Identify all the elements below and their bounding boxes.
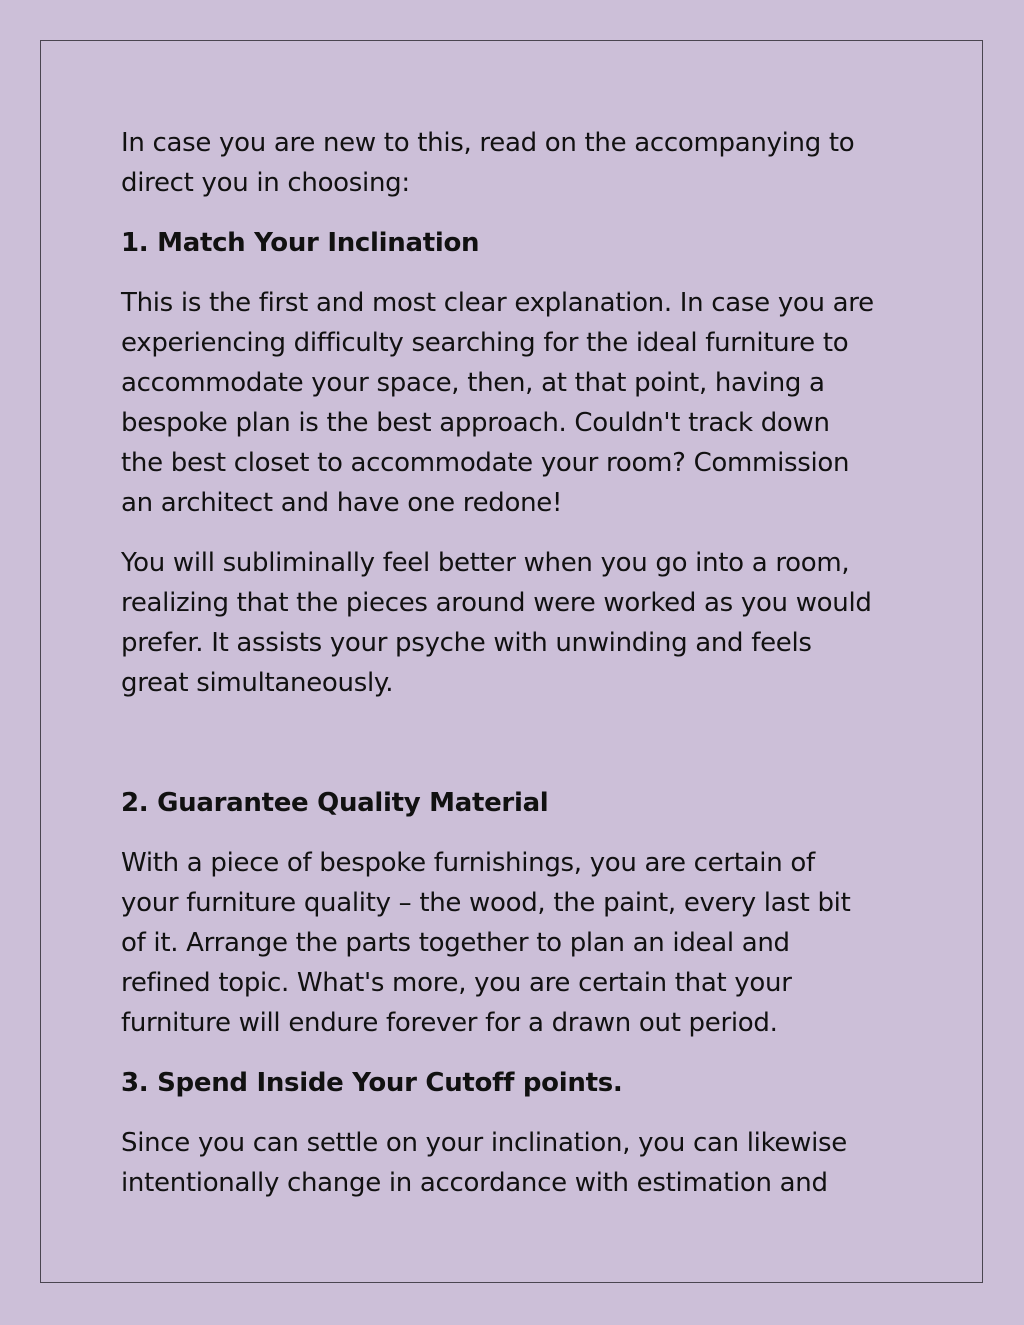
text-line: your furniture quality – the wood, the paint, every last bit xyxy=(121,888,851,918)
paragraph-spacer xyxy=(121,723,921,783)
text-line: realizing that the pieces around were worked as you would xyxy=(121,588,872,618)
section3-paragraph-1 xyxy=(121,1123,921,1203)
text-line: an architect and have one redone! xyxy=(121,488,563,518)
text-line: experiencing difficulty searching for the ideal furniture to xyxy=(121,328,849,358)
text-line: Since you can settle on your inclination, you can likewise xyxy=(121,1128,847,1158)
text-line: intentionally change in accordance with estimation and xyxy=(121,1168,828,1198)
intro-paragraph xyxy=(121,123,921,203)
section1-paragraph-2 xyxy=(121,543,921,703)
text-line: the best closet to accommodate your room? Commission xyxy=(121,448,850,478)
text-line: accommodate your space, then, at that point, having a xyxy=(121,368,825,398)
text-line: refined topic. What's more, you are certain that your xyxy=(121,968,792,998)
text-line: of it. Arrange the parts together to plan an ideal and xyxy=(121,928,790,958)
text-line: This is the first and most clear explanation. In case you are xyxy=(121,288,874,318)
text-line: You will subliminally feel better when you go into a room, xyxy=(121,548,850,578)
text-line: bespoke plan is the best approach. Couldn't track down xyxy=(121,408,830,438)
section-heading-match-inclination: 1. Match Your Inclination xyxy=(121,228,480,258)
section-heading-quality-material: 2. Guarantee Quality Material xyxy=(121,788,549,818)
text-line: great simultaneously. xyxy=(121,668,394,698)
text-line: With a piece of bespoke furnishings, you are certain of xyxy=(121,848,815,878)
text-line: furniture will endure forever for a drawn out period. xyxy=(121,1008,778,1038)
document-body xyxy=(121,123,921,1223)
text-line: prefer. It assists your psyche with unwinding and feels xyxy=(121,628,812,658)
section2-paragraph-1 xyxy=(121,843,921,1043)
text-line: In case you are new to this, read on the accompanying to xyxy=(121,128,855,158)
section1-paragraph-1 xyxy=(121,283,921,523)
section-heading-spend-cutoff: 3. Spend Inside Your Cutoff points. xyxy=(121,1068,623,1098)
text-line: direct you in choosing: xyxy=(121,168,410,198)
